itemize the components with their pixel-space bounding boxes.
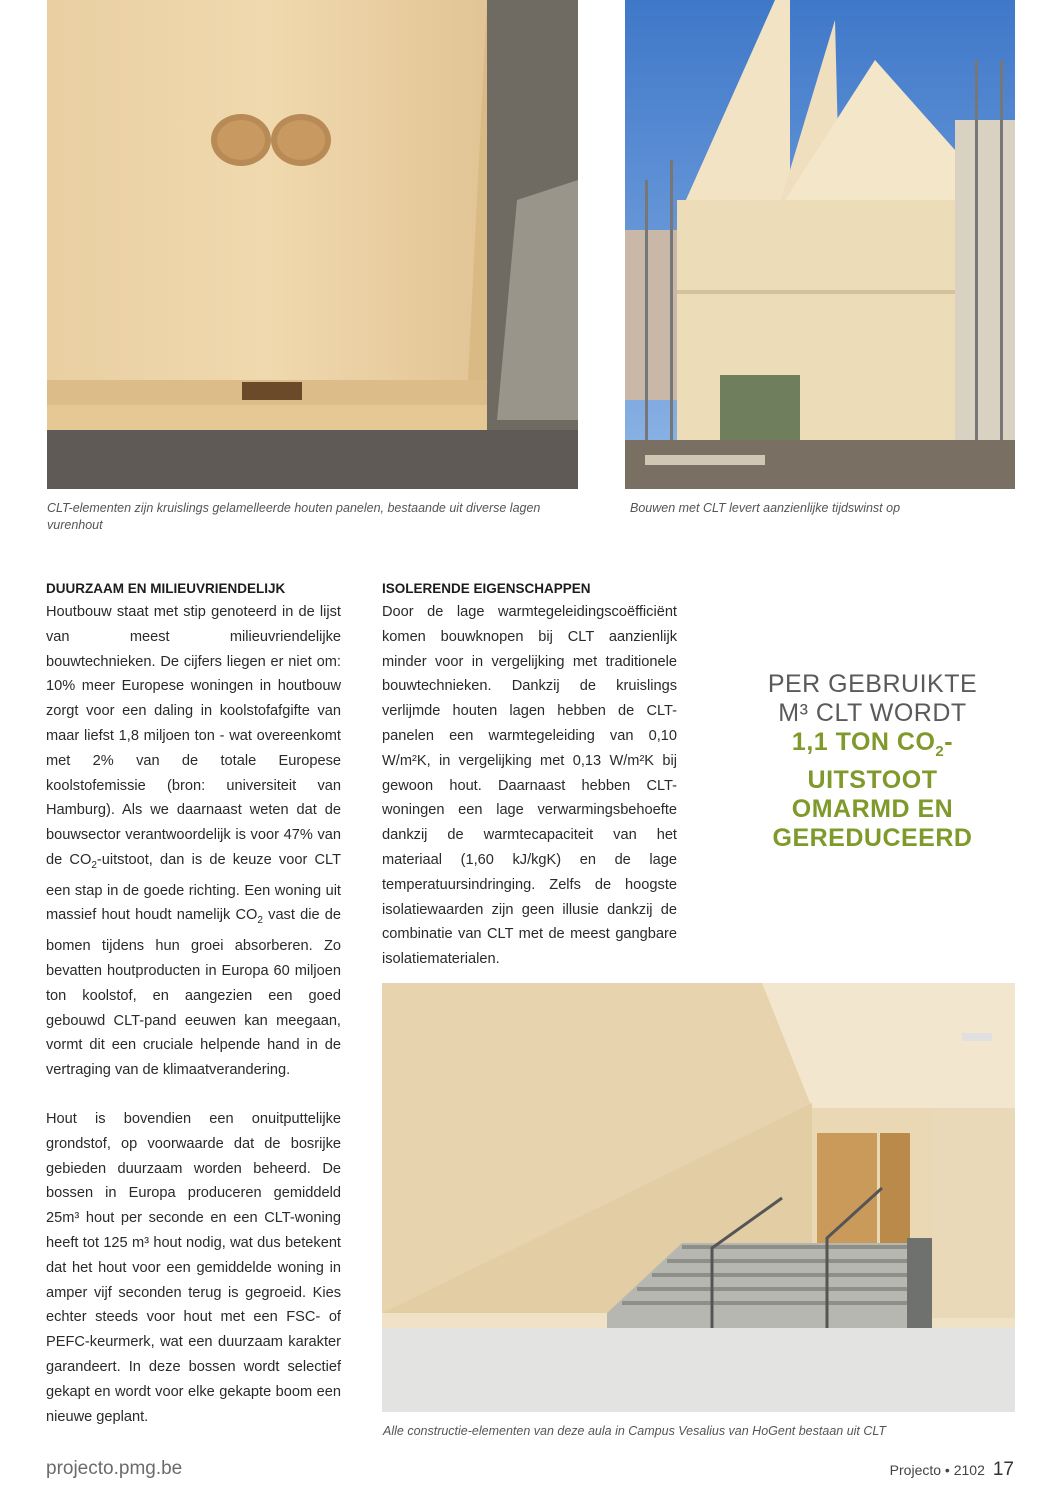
- photo-clt-panel: [47, 0, 578, 489]
- column-isolerend: [382, 578, 677, 972]
- footer-magazine: Projecto • 2102: [889, 1462, 985, 1478]
- text-segment: vast die de bomen tijdens hun groei absorberen. Zo bevatten houtproducten in Europa 60 miljoen ton koolstof, en aangezien een goed gebouwd CLT-pand eeuwen kan meegaan, vormt dit een cruciale helpende hand in de vertraging van de klimaatverandering.: [46, 907, 341, 1079]
- footer-magazine-info: [890, 1459, 1014, 1481]
- caption-photo-clt-panel: [47, 500, 567, 534]
- paragraph-duurzaam-1: [46, 600, 341, 1083]
- quote-accent-line: OMARMD EN: [791, 795, 954, 823]
- caption-photo-clt-construction: [630, 500, 1010, 517]
- paragraph-duurzaam-2: Hout is bovendien een onuitputtelijke grondstof, op voorwaarde dat de bosrijke gebieden duurzaam worden beheerd. De bossen in Europa produceren gemiddeld 25m³ hout per seconde en een CLT-woning heeft tot 125 m³ hout nodig, wat dus betekent dat het hout voor een gemiddelde woning in amper vijf seconden terug is gegroeid. Kies echter steeds voor hout met een FSC- of PEFC-keurmerk, wat een duurzaam karakter garandeert. In deze bossen wordt selectief gekapt en wordt voor elke gekapte boom een nieuwe geplant.: [46, 1110, 341, 1425]
- subscript-2: 2: [935, 743, 945, 760]
- paragraph-isolerend: Door de lage warmtegeleidingscoëfficiënt komen bouwknopen bij CLT aanzienlijk minder voor in vergelijking met traditionele bouwtechnieken. Dankzij de kruislings verlijmde houten lagen hebben de CLT-panelen een warmtegeleiding van 0,10 W/m²K, in vergelijking met 0,13 W/m²K bij gewoon hout. Daarnaast hebben CLT-woningen een lage verwarmingsbehoefte dankzij de warmtecapaciteit van het materiaal (1,60 kJ/kgK) en de lage temperatuursindringing. Zelfs de hoogste isolatiewaarden zijn geen illusie dankzij de combinatie van CLT met de meest gangbare isolatiematerialen.: [382, 604, 677, 968]
- photo-clt-construction: [625, 0, 1015, 489]
- pull-quote: [760, 670, 985, 853]
- quote-accent-text: -: [944, 728, 954, 756]
- footer-website[interactable]: projecto.pmg.be: [46, 1458, 183, 1479]
- caption-photo-aula: [383, 1423, 1003, 1440]
- quote-line: M³ CLT WORDT: [778, 699, 967, 727]
- quote-accent-line: UITSTOOT: [807, 766, 938, 794]
- text-segment: Houtbouw staat met stip genoteerd in de lijst van meest milieuvriendelijke bouwtechnieken. De cijfers liegen er niet om: 10% meer Europese woningen in houtbouw zorgt voor een daling in koolstofafgifte van maar liefst 1,8 miljoen ton - wat overeenkomt met 2% van de totale Europese koolstofemissie (bron: universiteit van Hamburg). Als we daarnaast weten dat de bouwsector verantwoordelijk is voor 47% van de CO: [46, 604, 341, 868]
- subscript-2: 2: [257, 915, 263, 927]
- caption-text: Alle constructie-elementen van deze aula in Campus Vesalius van HoGent bestaan uit CLT: [383, 1424, 887, 1438]
- subscript-2: 2: [91, 859, 97, 871]
- caption-text: CLT-elementen zijn kruislings gelamelleerde houten panelen, bestaande uit diverse lagen vurenhout: [47, 501, 541, 532]
- section-heading-duurzaam: DUURZAAM EN MILIEUVRIENDELIJK: [46, 581, 286, 596]
- column-duurzaam: [46, 578, 341, 1429]
- caption-text: Bouwen met CLT levert aanzienlijke tijdswinst op: [630, 501, 901, 515]
- quote-accent-line: GEREDUCEERD: [772, 824, 973, 852]
- page-number: 17: [992, 1459, 1014, 1480]
- photo-aula-interior: [382, 983, 1015, 1412]
- text-segment: -uitstoot, dan is de keuze voor CLT een stap in de goede richting. Een woning uit massief hout houdt namelijk CO: [46, 851, 341, 924]
- quote-line: PER GEBRUIKTE: [767, 670, 978, 698]
- quote-accent-line: [760, 728, 985, 766]
- section-heading-isolerend: ISOLERENDE EIGENSCHAPPEN: [382, 581, 591, 596]
- quote-accent-text: 1,1 TON CO: [791, 728, 936, 756]
